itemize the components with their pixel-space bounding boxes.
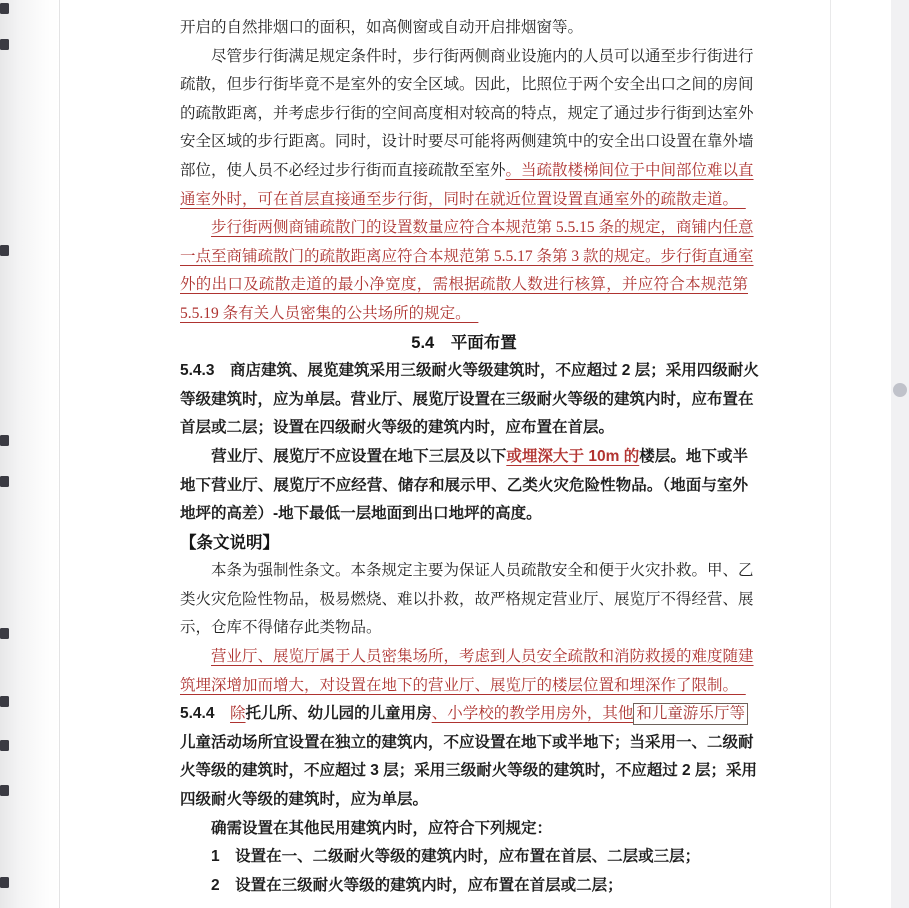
text-segment: 部位，使人员不必经过步行街而直接疏散至室外 <box>180 161 506 179</box>
text-segment: 【条文说明】 <box>180 533 279 552</box>
text-line <box>180 786 748 815</box>
text-segment: 确需设置在其他民用建筑内时，应符合下列规定： <box>180 819 553 837</box>
revision-edge-mark <box>0 740 9 751</box>
revision-boxed-text: 和儿童游乐厅等 <box>633 703 748 725</box>
text-line <box>180 243 754 272</box>
revision-inserted-text: 除 <box>230 705 246 723</box>
revision-edge-mark <box>0 785 9 796</box>
page-right-edge <box>830 0 831 908</box>
text-segment: 安全区域的步行距离。同时，设计时要尽可能将两侧建筑中的安全出口设置在靠外墙 <box>180 133 754 151</box>
text-segment: 楼层。地下或半 <box>639 447 748 465</box>
text-segment: 地坪的高差）-地下最低一层地面到出口地坪的高度。 <box>180 505 542 523</box>
text-line <box>180 557 754 586</box>
text-segment: 营业厅、展览厅不应设置在地下三层及以下 <box>180 447 507 465</box>
text-segment: 四级耐火等级的建筑时，应为单层。 <box>180 791 429 809</box>
text-line <box>180 100 754 129</box>
revision-edge-mark <box>0 476 9 487</box>
text-segment: 的疏散距离，并考虑步行街的空间高度相对较高的特点，规定了通过步行街到达室外 <box>180 104 754 122</box>
document-text <box>180 14 759 900</box>
text-segment: 尽管步行街满足规定条件时，步行街两侧商业设施内的人员可以通至步行街进行 <box>180 47 754 65</box>
text-segment: 示，仓库不得储存此类物品。 <box>180 619 382 637</box>
text-segment: 5.4.3 商店建筑、展览建筑采用三级耐火等级建筑时，不应超过 2 层；采用四级耐火 <box>180 362 759 380</box>
revision-inserted-text: 营业厅、展览厅属于人员密集场所，考虑到人员安全疏散和消防救援的难度随建 <box>211 648 754 666</box>
text-line <box>180 843 748 872</box>
text-segment: 托儿所、幼儿园的儿童用房 <box>245 705 432 723</box>
text-segment: 本条为强制性条文。本条规定主要为保证人员疏散安全和便于火灾扑救。甲、乙 <box>180 562 754 580</box>
text-segment: 5.4 平面布置 <box>411 333 517 352</box>
text-line <box>180 757 757 786</box>
text-segment: 火等级的建筑时，不应超过 3 层；采用三级耐火等级的建筑时，不应超过 2 层；采用 <box>180 762 757 780</box>
text-segment: 首层或二层；设置在四级耐火等级的建筑内时，应布置在首层。 <box>180 419 615 437</box>
text-line <box>180 157 754 186</box>
text-line <box>180 815 748 844</box>
page-left-gutter <box>0 0 60 908</box>
text-segment: 儿童活动场所宜设置在独立的建筑内，不应设置在地下或半地下；当采用一、二级耐 <box>180 733 754 751</box>
text-line <box>180 729 754 758</box>
revision-edge-mark <box>0 3 9 14</box>
revision-inserted-text: 。当疏散楼梯间位于中间部位难以直 <box>505 161 754 179</box>
text-line <box>180 128 754 157</box>
text-line <box>180 672 748 701</box>
text-segment: 地下营业厅、展览厅不应经营、储存和展示甲、乙类火灾危险性物品。（地面与室外 <box>180 476 748 494</box>
text-segment: 开启的自然排烟口的面积，如高侧窗或自动开启排烟窗等。 <box>180 19 584 36</box>
text-line <box>180 14 748 43</box>
text-segment: 等级建筑时，应为单层。营业厅、展览厅设置在三级耐火等级的建筑内时，应布置在 <box>180 390 754 408</box>
text-line <box>180 357 759 386</box>
revision-inserted-text: 步行街两侧商铺疏散门的设置数量应符合本规范第 5.5.15 条的规定，商铺内任意 <box>211 219 754 237</box>
text-line <box>180 271 748 300</box>
revision-inserted-text: 筑埋深增加而增大，对设置在地下的营业厅、展览厅的楼层位置和埋深作了限制。 <box>180 676 746 694</box>
text-line <box>180 43 754 72</box>
revision-inserted-text: 或埋深大于 10m 的 <box>506 447 640 465</box>
revision-edge-mark <box>0 245 9 256</box>
text-segment: 2 设置在三级耐火等级的建筑内时，应布置在首层或二层； <box>180 876 623 894</box>
text-line <box>180 500 748 529</box>
scrollbar-thumb[interactable] <box>893 383 907 397</box>
text-line <box>180 71 754 100</box>
text-line <box>180 414 748 443</box>
text-segment: 类火灾危险性物品，极易燃烧、难以扑救，故严格规定营业厅、展览厅不得经营、展 <box>180 590 754 608</box>
revision-inserted-text: 、小学校的教学用房外，其他 <box>431 705 634 723</box>
text-segment: 疏散，但步行街毕竟不是室外的安全区域。因此，比照位于两个安全出口之间的房间 <box>180 76 754 94</box>
revision-inserted-text: 一点至商铺疏散门的疏散距离应符合本规范第 5.5.17 条第 3 款的规定。步行街直通室 <box>180 247 754 265</box>
commentary-label <box>180 529 748 558</box>
revision-inserted-text: 通室外时，可在首层直接通至步行街，同时在就近位置设置直通室外的疏散走道。 <box>180 190 746 208</box>
text-segment <box>180 219 211 236</box>
revision-edge-mark <box>0 877 9 888</box>
text-line <box>180 872 748 901</box>
text-line <box>180 214 754 243</box>
text-line <box>180 386 754 415</box>
text-line <box>180 472 748 501</box>
revision-edge-mark <box>0 696 9 707</box>
text-segment: 1 设置在一、二级耐火等级的建筑内时，应布置在首层、二层或三层； <box>180 848 701 866</box>
revision-inserted-text: 外的出口及疏散走道的最小净宽度，需根据疏散人数进行核算，并应符合本规范第 <box>180 276 748 294</box>
text-segment <box>180 648 211 665</box>
revision-edge-mark <box>0 435 9 446</box>
text-line <box>180 186 748 215</box>
text-line <box>180 643 754 672</box>
text-line <box>180 700 748 729</box>
text-line <box>180 586 754 615</box>
section-heading <box>180 329 748 358</box>
text-line <box>180 300 748 329</box>
scrollbar-track[interactable] <box>891 0 909 908</box>
text-line <box>180 443 748 472</box>
text-segment: 5.4.4 <box>180 705 231 723</box>
revision-edge-mark <box>0 628 9 639</box>
revision-inserted-text: 5.5.19 条有关人员密集的公共场所的规定。 <box>180 304 479 322</box>
revision-edge-mark <box>0 39 9 50</box>
text-line <box>180 614 748 643</box>
